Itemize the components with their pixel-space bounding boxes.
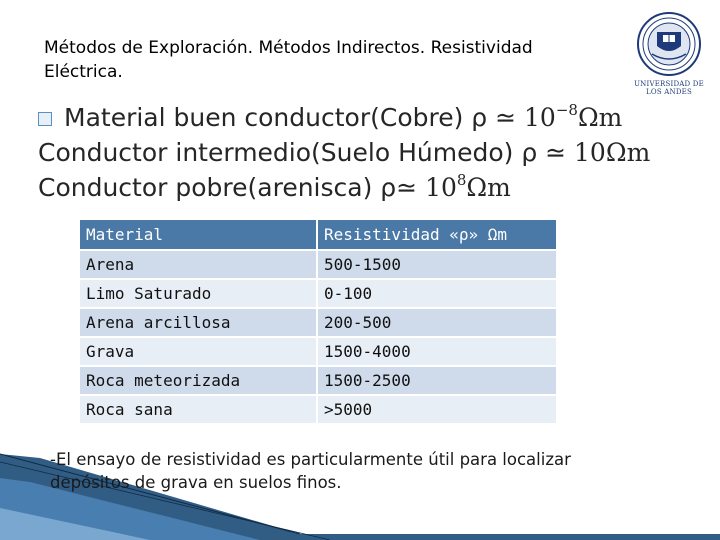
bullet-label: Conductor intermedio(Suelo Húmedo) ρ ≃ bbox=[38, 138, 575, 167]
logo-caption: UNIVERSIDAD DE LOS ANDES bbox=[634, 80, 704, 96]
power-unit: Ωm bbox=[577, 103, 623, 132]
resistivity-cell: >5000 bbox=[317, 395, 557, 424]
resistivity-cell: 0-100 bbox=[317, 279, 557, 308]
power-base: 10 bbox=[425, 173, 457, 202]
resistivity-cell: 200-500 bbox=[317, 308, 557, 337]
bullet-power bbox=[574, 138, 650, 167]
bullet-label: Material buen conductor(Cobre) ρ ≃ bbox=[64, 103, 525, 132]
power-unit: Ωm bbox=[466, 173, 511, 202]
material-cell: Arena bbox=[79, 250, 317, 279]
resistivity-cell: 1500-4000 bbox=[317, 337, 557, 366]
power-base: 10 bbox=[574, 138, 606, 167]
column-header-resistivity: Resistividad «ρ» Ωm bbox=[317, 219, 557, 250]
resistivity-cell: 1500-2500 bbox=[317, 366, 557, 395]
material-cell: Roca meteorizada bbox=[79, 366, 317, 395]
bullet-item bbox=[38, 135, 708, 170]
table-row bbox=[79, 279, 557, 308]
material-cell: Grava bbox=[79, 337, 317, 366]
bullet-label: Conductor pobre(arenisca) ρ≃ bbox=[38, 173, 426, 202]
table-header-row bbox=[79, 219, 557, 250]
footnote-text: -El ensayo de resistividad es particularmente útil para localizar depósitos de grava en suelos finos. bbox=[50, 450, 571, 492]
bullet-power bbox=[425, 173, 511, 202]
university-seal-icon bbox=[626, 10, 712, 80]
resistivity-table bbox=[78, 218, 558, 425]
power-exponent: −8 bbox=[555, 101, 578, 119]
material-cell: Roca sana bbox=[79, 395, 317, 424]
column-header-material: Material bbox=[79, 219, 317, 250]
power-unit: Ωm bbox=[605, 138, 651, 167]
power-exponent: 8 bbox=[456, 171, 467, 189]
material-cell: Limo Saturado bbox=[79, 279, 317, 308]
table-row bbox=[79, 395, 557, 424]
table-row bbox=[79, 308, 557, 337]
bullet-power bbox=[524, 103, 622, 132]
resistivity-bullets bbox=[38, 100, 708, 205]
bullet-item bbox=[38, 100, 708, 135]
university-logo bbox=[626, 10, 712, 100]
power-base: 10 bbox=[524, 103, 556, 132]
table-row bbox=[79, 337, 557, 366]
table-row bbox=[79, 250, 557, 279]
resistivity-cell: 500-1500 bbox=[317, 250, 557, 279]
slide-title: Métodos de Exploración. Métodos Indirectos. Resistividad Eléctrica. bbox=[44, 38, 533, 82]
table-row bbox=[79, 366, 557, 395]
material-cell: Arena arcillosa bbox=[79, 308, 317, 337]
bullet-item bbox=[38, 170, 708, 205]
